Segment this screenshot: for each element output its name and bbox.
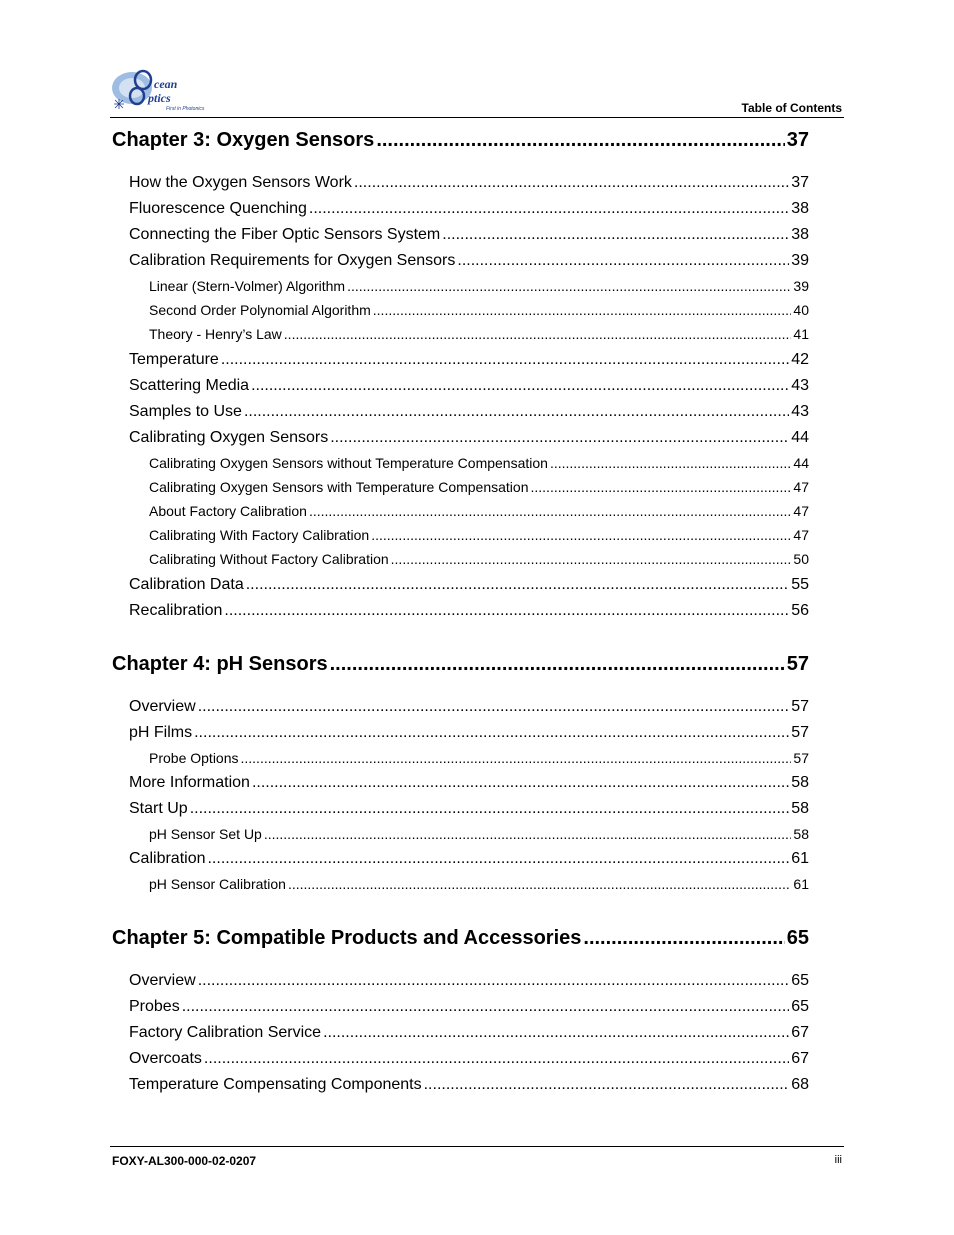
toc-entry[interactable] bbox=[112, 994, 809, 1020]
document-id: FOXY-AL300-000-02-0207 bbox=[112, 1154, 257, 1168]
entry-page: 61 bbox=[791, 849, 809, 867]
logo-text-ocean: cean bbox=[154, 77, 178, 91]
entry-page: 55 bbox=[791, 575, 809, 593]
chapter-spacer bbox=[112, 954, 809, 968]
entry-page: 38 bbox=[791, 200, 809, 217]
dot-leader bbox=[457, 248, 789, 274]
chapter-spacer bbox=[112, 156, 809, 170]
entry-page: 39 bbox=[791, 252, 809, 269]
entry-title: Calibrating Without Factory Calibration bbox=[149, 551, 389, 568]
chapter-spacer bbox=[112, 896, 809, 922]
entry-title: Temperature bbox=[129, 350, 219, 368]
entry-title: Calibrating Oxygen Sensors with Temperature Compensation bbox=[149, 478, 529, 495]
entry-title: Linear (Stern-Volmer) Algorithm bbox=[149, 278, 346, 294]
entry-page: 57 bbox=[791, 697, 809, 715]
entry-title: More Information bbox=[129, 773, 250, 791]
chapter-page: 65 bbox=[786, 927, 809, 950]
toc-entry[interactable] bbox=[112, 770, 809, 796]
table-of-contents bbox=[112, 124, 809, 1098]
dot-leader bbox=[323, 1020, 789, 1046]
ocean-optics-logo bbox=[110, 66, 226, 114]
dot-leader bbox=[309, 499, 791, 523]
toc-entry[interactable] bbox=[112, 523, 809, 547]
dot-leader bbox=[241, 746, 792, 770]
toc-entry[interactable] bbox=[112, 872, 809, 896]
entry-title: Connecting the Fiber Optic Sensors System bbox=[129, 226, 441, 243]
entry-title: Temperature Compensating Components bbox=[129, 1076, 422, 1094]
logo-text-optics: ptics bbox=[148, 91, 171, 105]
dot-leader bbox=[330, 648, 785, 680]
entry-page: 65 bbox=[791, 998, 809, 1016]
toc-chapter-heading[interactable] bbox=[112, 124, 809, 156]
toc-entry[interactable] bbox=[112, 547, 809, 571]
chapter-spacer bbox=[112, 624, 809, 648]
chapter-title: Chapter 3: Oxygen Sensors bbox=[112, 129, 375, 151]
toc-entry[interactable] bbox=[112, 1072, 809, 1098]
dot-leader bbox=[424, 1072, 790, 1098]
entry-title: Scattering Media bbox=[129, 376, 250, 394]
toc-entry[interactable] bbox=[112, 248, 809, 274]
entry-page: 57 bbox=[793, 749, 809, 766]
page-header bbox=[110, 64, 844, 118]
toc-entry[interactable] bbox=[112, 222, 809, 248]
toc-entry[interactable] bbox=[112, 399, 809, 425]
entry-title: Probes bbox=[129, 998, 180, 1016]
entry-title: Overview bbox=[129, 972, 196, 990]
toc-entry[interactable] bbox=[112, 1046, 809, 1072]
entry-page: 67 bbox=[791, 1024, 809, 1042]
toc-chapter bbox=[112, 124, 809, 624]
entry-page: 58 bbox=[791, 799, 809, 817]
entry-page: 42 bbox=[791, 350, 809, 368]
entry-title: Samples to Use bbox=[129, 402, 242, 420]
toc-entry[interactable] bbox=[112, 373, 809, 399]
toc-chapter bbox=[112, 896, 809, 1098]
page-number: iii bbox=[834, 1154, 842, 1166]
entry-page: 67 bbox=[791, 1050, 809, 1068]
entry-page: 68 bbox=[791, 1076, 809, 1094]
entry-page: 44 bbox=[793, 454, 809, 471]
entry-page: 47 bbox=[793, 478, 809, 495]
dot-leader bbox=[198, 694, 790, 720]
entry-page: 43 bbox=[791, 376, 809, 394]
toc-chapter-heading[interactable] bbox=[112, 922, 809, 954]
entry-title: pH Films bbox=[129, 723, 193, 741]
dot-leader bbox=[194, 720, 789, 746]
entry-title: Calibration bbox=[129, 849, 206, 867]
dot-leader bbox=[347, 274, 791, 298]
toc-entry[interactable] bbox=[112, 1020, 809, 1046]
dot-leader bbox=[204, 1046, 789, 1072]
toc-entry[interactable] bbox=[112, 475, 809, 499]
toc-entry[interactable] bbox=[112, 196, 809, 222]
toc-entry[interactable] bbox=[112, 720, 809, 746]
entry-title: Start Up bbox=[129, 799, 188, 817]
entry-page: 58 bbox=[791, 773, 809, 791]
chapter-title: Chapter 4: pH Sensors bbox=[112, 652, 328, 675]
dot-leader bbox=[264, 822, 792, 846]
dot-leader bbox=[373, 298, 792, 322]
dot-leader bbox=[583, 922, 784, 954]
entry-page: 58 bbox=[793, 825, 809, 842]
dot-leader bbox=[284, 322, 792, 346]
toc-entry[interactable] bbox=[112, 274, 809, 298]
chapter-page: 37 bbox=[786, 129, 809, 151]
logo-tagline: First in Photonics bbox=[166, 106, 205, 112]
dot-leader bbox=[182, 994, 790, 1020]
chapter-title: Chapter 5: Compatible Products and Accessories bbox=[112, 927, 582, 950]
toc-entry[interactable] bbox=[112, 425, 809, 451]
entry-page: 38 bbox=[791, 226, 809, 243]
dot-leader bbox=[224, 598, 789, 624]
dot-leader bbox=[442, 222, 789, 248]
dot-leader bbox=[221, 347, 789, 373]
entry-title: Overcoats bbox=[129, 1050, 202, 1068]
entry-page: 37 bbox=[791, 174, 809, 191]
toc-entry[interactable] bbox=[112, 347, 809, 373]
dot-leader bbox=[309, 196, 789, 222]
entry-page: 39 bbox=[793, 278, 809, 294]
entry-page: 47 bbox=[793, 502, 809, 519]
ocean-optics-logo-icon bbox=[110, 66, 226, 114]
entry-page: 57 bbox=[791, 723, 809, 741]
dot-leader bbox=[246, 572, 789, 598]
entry-title: Probe Options bbox=[149, 749, 239, 766]
entry-page: 40 bbox=[793, 302, 809, 319]
dot-leader bbox=[550, 451, 791, 475]
entry-page: 43 bbox=[791, 402, 809, 420]
entry-title: Overview bbox=[129, 697, 196, 715]
toc-entry[interactable] bbox=[112, 822, 809, 846]
entry-title: Second Order Polynomial Algorithm bbox=[149, 302, 371, 319]
entry-page: 65 bbox=[791, 972, 809, 990]
toc-chapter-heading[interactable] bbox=[112, 648, 809, 680]
entry-title: Calibration Data bbox=[129, 575, 244, 593]
entry-title: Fluorescence Quenching bbox=[129, 200, 307, 217]
toc-entry[interactable] bbox=[112, 298, 809, 322]
toc-entry[interactable] bbox=[112, 170, 809, 196]
toc-entry[interactable] bbox=[112, 572, 809, 598]
toc-entry[interactable] bbox=[112, 499, 809, 523]
entry-title: How the Oxygen Sensors Work bbox=[129, 174, 352, 191]
entry-page: 61 bbox=[793, 875, 809, 892]
dot-leader bbox=[376, 124, 784, 156]
dot-leader bbox=[251, 373, 789, 399]
entry-title: pH Sensor Set Up bbox=[149, 825, 262, 842]
entry-title: Calibrating Oxygen Sensors bbox=[129, 428, 329, 446]
dot-leader bbox=[190, 796, 790, 822]
entry-page: 44 bbox=[791, 428, 809, 446]
entry-page: 56 bbox=[791, 601, 809, 619]
entry-title: pH Sensor Calibration bbox=[149, 875, 286, 892]
dot-leader bbox=[207, 846, 789, 872]
dot-leader bbox=[244, 399, 789, 425]
entry-title: Theory - Henry’s Law bbox=[149, 326, 282, 343]
entry-title: Recalibration bbox=[129, 601, 223, 619]
dot-leader bbox=[288, 872, 791, 896]
toc-entry[interactable] bbox=[112, 846, 809, 872]
chapter-page: 57 bbox=[786, 652, 809, 675]
entry-title: Calibrating With Factory Calibration bbox=[149, 527, 370, 544]
entry-title: Factory Calibration Service bbox=[129, 1024, 322, 1042]
entry-page: 41 bbox=[793, 326, 809, 343]
dot-leader bbox=[531, 475, 792, 499]
header-title: Table of Contents bbox=[741, 101, 842, 115]
chapter-spacer bbox=[112, 680, 809, 694]
toc-chapter bbox=[112, 624, 809, 897]
entry-title: Calibrating Oxygen Sensors without Temperature Compensation bbox=[149, 454, 548, 471]
dot-leader bbox=[252, 770, 789, 796]
toc-entry[interactable] bbox=[112, 322, 809, 346]
dot-leader bbox=[391, 547, 792, 571]
dot-leader bbox=[330, 425, 789, 451]
entry-page: 47 bbox=[793, 527, 809, 544]
entry-title: Calibration Requirements for Oxygen Sensors bbox=[129, 252, 456, 269]
entry-title: About Factory Calibration bbox=[149, 502, 307, 519]
toc-entry[interactable] bbox=[112, 694, 809, 720]
dot-leader bbox=[198, 968, 790, 994]
dot-leader bbox=[354, 170, 789, 196]
toc-entry[interactable] bbox=[112, 796, 809, 822]
dot-leader bbox=[371, 523, 791, 547]
toc-entry[interactable] bbox=[112, 598, 809, 624]
toc-entry[interactable] bbox=[112, 451, 809, 475]
entry-page: 50 bbox=[793, 551, 809, 568]
toc-entry[interactable] bbox=[112, 746, 809, 770]
page-footer bbox=[110, 1146, 844, 1168]
toc-entry[interactable] bbox=[112, 968, 809, 994]
